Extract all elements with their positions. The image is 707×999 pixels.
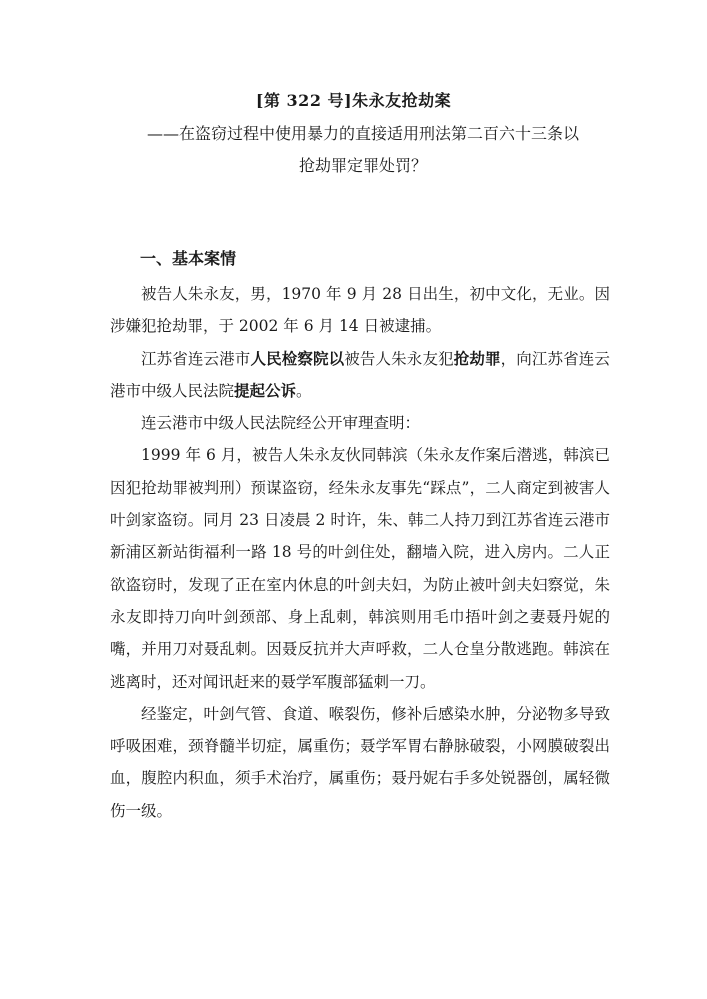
p2-text-g: 。 (296, 381, 312, 400)
section-heading-basic-facts: 一、基本案情 (140, 249, 237, 268)
case-subtitle (128, 118, 598, 182)
case-title: [第 322 号]朱永友抢劫案 (255, 91, 452, 110)
paragraph-court-finding: 连云港市中级人民法院经公开审理查明： (141, 414, 421, 433)
p2-text-a: 江苏省连云港市 (141, 349, 251, 368)
paragraph-case-facts: 1999 年 6 月，被告人朱永友伙同韩滨（朱永友作案后潜逃，韩滨已因犯抢劫罪被判刑）预谋盗窃，经朱永友事先“踩点”，二人商定到被害人叶剑家盗窃。同月 23 日凌晨 2 时许，朱、韩二人持刀到江苏省连云港市新浦区新站街福利一路 18 号的叶剑住处，翻墙入院，进入房内。二人正欲盗窃时，发现了正在室内休息的叶剑夫妇，为防止被叶剑夫妇察觉，朱永友即持刀向叶剑颈部、身上乱刺，韩滨则用毛巾捂叶剑之妻聂丹妮的嘴，并用刀对聂乱刺。因聂反抗并大声呼救，二人仓皇分散逃跑。韩滨在逃离时，还对闻讯赶来的聂学军腹部猛刺一刀。 (110, 446, 610, 691)
paragraph-defendant-info: 被告人朱永友，男，1970 年 9 月 28 日出生，初中文化，无业。因涉嫌犯抢劫罪，于 2002 年 6 月 14 日被逮捕。 (110, 285, 610, 336)
p2-text-c: 被告人朱永友犯 (344, 349, 454, 368)
p2-bold-robbery: 抢劫罪 (453, 348, 501, 368)
paragraph-prosecution (110, 343, 610, 408)
p2-bold-procuratorate: 人民检察院以 (250, 348, 345, 368)
p2-text-e: ，向江苏省连云港市中级人民法院 (110, 349, 610, 400)
document-body (110, 278, 610, 827)
subtitle-line-2: 抢劫罪定罪处罚？ (298, 156, 427, 175)
p2-bold-prosecution: 提起公诉 (234, 380, 297, 400)
paragraph-injury-assessment: 经鉴定，叶剑气管、食道、喉裂伤，修补后感染水肿，分泌物多导致呼吸困难，颈脊髓半切症，属重伤；聂学军胃右静脉破裂，小网膜破裂出血，腹腔内积血，须手术治疗，属重伤；聂丹妮右手多处锐器创，属轻微伤一级。 (110, 704, 610, 820)
subtitle-line-1: ——在盗窃过程中使用暴力的直接适用刑法第二百六十三条以 (146, 124, 579, 143)
